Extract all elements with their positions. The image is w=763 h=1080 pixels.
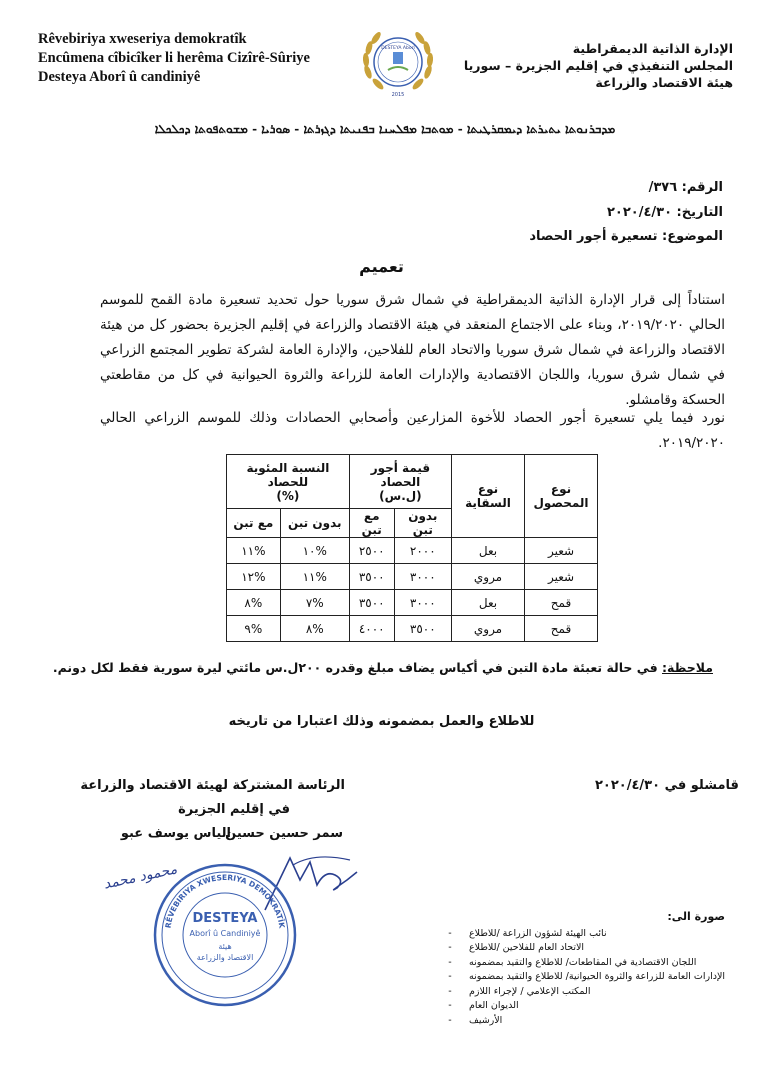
table-row (227, 564, 598, 590)
stamp-name: DESTEYA (192, 911, 258, 926)
stamp-sub: Aborî û Candiniyê (189, 929, 261, 938)
cell-irrigation: مروي (452, 564, 525, 590)
document-date: التاريخ: ٢٠٢٠/٤/٣٠ (606, 205, 723, 220)
header-crop: نوع المحصول (525, 455, 598, 538)
document-title: تعميم (359, 257, 404, 276)
header-arabic-line: الإدارة الذاتية الديمقراطية (572, 41, 733, 56)
header-percentage-unit: (%) (276, 488, 300, 503)
bullet-dash: - (448, 971, 452, 982)
header-arabic (464, 40, 733, 91)
header-arabic-line: هيئة الاقتصاد والزراعة (595, 75, 733, 90)
signature-name-1: الياس يوسف عبو (120, 826, 231, 841)
place-date: قامشلو في ٢٠٢٠/٤/٣٠ (595, 778, 739, 793)
subheader-fee-with: مع تبن (349, 509, 394, 538)
bullet-dash: - (448, 1014, 452, 1026)
logo-text: DESTEYA Aborî (381, 46, 415, 51)
cell-irrigation: مروي (452, 616, 525, 642)
cell-fee-with: ٢٥٠٠ (349, 538, 394, 564)
harvest-fees-table (226, 454, 598, 642)
logo-year: 2015 (391, 92, 405, 98)
list-item (445, 941, 725, 956)
header-arabic-line: المجلس التنفيذي في إقليم الجزيرة – سوريا (463, 58, 733, 73)
header-kurdish-line: Encûmena cîbicîker li herêma Cizîrê-Sûriye (38, 50, 310, 66)
copies-item-text: نائب الهيئة لشؤون الزراعة /للاطلاع (469, 927, 607, 939)
bullet-dash: - (448, 927, 452, 939)
document-number: الرقم: ٣٧٦/ (648, 180, 723, 195)
copies-heading: صورة الى: (667, 910, 725, 923)
cell-fee-with: ٣٥٠٠ (349, 590, 394, 616)
organization-logo (358, 22, 438, 102)
cell-crop: شعير (525, 538, 598, 564)
cell-fee-without: ٣٠٠٠ (394, 590, 451, 616)
document-subject: الموضوع: تسعيرة أجور الحصاد (529, 229, 723, 244)
list-item (445, 956, 725, 971)
header-irrigation: نوع السقاية (452, 455, 525, 538)
table-row (227, 590, 598, 616)
body-paragraph-1: استناداً إلى قرار الإدارة الذاتية الديمقراطية في شمال شرق سوريا حول تحديد تسعيرة مادة القمح للموسم الحالي ٢٠١٩/٢٠٢٠، وبناء على الاجتماع المنعقد في هيئة الاقتصاد والزراعة في إقليم الجزيرة بحضور كل من هيئة الاقتصاد والزراعة في شمال شرق سوريا والاتحاد العام للفلاحين، والإدارة العامة لشركة تطوير المجتمع الزراعي في شمال شرق سوريا، واللجان الاقتصادية والإدارات العامة للزراعة والثروة الحيوانية في كل من مقاطعتي الحسكة وقامشلو. (100, 292, 725, 408)
subheader-fee-without: بدون تبن (394, 509, 451, 538)
signature-title-2: في إقليم الجزيرة (178, 802, 290, 817)
bullet-dash: - (448, 956, 452, 968)
copies-item-text: اللجان الاقتصادية في المقاطعات/ للاطلاع والتقيد بمضمونه (469, 956, 697, 968)
cell-pct-without: %١٠ (280, 538, 349, 564)
header-percentage (227, 455, 350, 509)
list-item (445, 985, 725, 1000)
bullet-dash: - (448, 1000, 452, 1011)
cell-crop: شعير (525, 564, 598, 590)
note-label: ملاحظة: (662, 660, 713, 675)
body-paragraph-2: نورد فيما يلي تسعيرة أجور الحصاد للأخوة المزارعين وأصحابي الحصادات وذلك للموسم الزراعي الحالي ٢٠١٩/٢٠٢٠. (100, 410, 725, 451)
copies-item-text: الديوان العام (469, 1000, 519, 1011)
signature-title-1: الرئاسة المشتركة لهيئة الاقتصاد والزراعة (80, 778, 345, 793)
bullet-dash: - (448, 985, 452, 997)
note-text: في حالة تعبئة مادة التبن في أكياس يضاف مبلغ وقدره ٢٠٠ل.س مائتي ليرة سورية فقط لكل دونم. (52, 660, 658, 675)
copies-item-text: الاتحاد العام للفلاحين /للاطلاع (469, 942, 585, 953)
table-row (227, 538, 598, 564)
signature-name-2: سمر حسين حسين (225, 826, 343, 841)
cell-fee-without: ٣٠٠٠ (394, 564, 451, 590)
note (53, 660, 713, 675)
list-item (445, 970, 725, 985)
bullet-dash: - (448, 942, 452, 953)
cell-pct-with: %١١ (227, 538, 281, 564)
header-kurdish-line: Desteya Aborî û candiniyê (38, 69, 201, 85)
cell-fee-without: ٣٥٠٠ (394, 616, 451, 642)
cell-irrigation: بعل (452, 590, 525, 616)
subheader-pct-without: بدون تبن (280, 509, 349, 538)
stamp-arabic-1: هيئة (218, 942, 232, 951)
table-row (227, 616, 598, 642)
official-stamp (150, 860, 300, 1010)
stamp-arc-textpath: RÊVEBIRIYA XWESERIYA DEMOKRATÎK (163, 873, 287, 929)
copies-list (445, 910, 725, 1028)
list-item (445, 927, 725, 942)
stamp-arabic-2: الاقتصاد والزراعة (196, 953, 254, 962)
copies-item-text: المكتب الإعلامي / لإجراء اللازم (469, 985, 591, 997)
header-syriac: ܡܕܒܪܢܘܬܐ ܝܬܝܪܬܐ ܕܝܡܩܪܛܝܬܐ - ܡܘܬܒܐ ܡܦܠܚܢܐ ܒܦܢܝܬܐ ܕܓܙܪܬܐ - ܣܘܪܝܐ - ܡܫܘܬܦܘܬܐ ܕܟܠܟܠܐ (154, 122, 616, 136)
cell-pct-with: %٩ (227, 616, 281, 642)
cell-pct-without: %١١ (280, 564, 349, 590)
header-fee (349, 455, 451, 509)
header-fee-title: قيمة أجور الحصاد (370, 460, 431, 489)
cell-pct-with: %٨ (227, 590, 281, 616)
cell-pct-without: %٨ (280, 616, 349, 642)
cell-pct-with: %١٢ (227, 564, 281, 590)
cell-fee-with: ٤٠٠٠ (349, 616, 394, 642)
cell-pct-without: %٧ (280, 590, 349, 616)
header-kurdish-line: Rêvebiriya xweseriya demokratîk (38, 31, 247, 47)
instruction-line: للاطلاع والعمل بمضمونه وذلك اعتبارا من تاريخه (228, 714, 535, 729)
header-kurdish (38, 30, 310, 87)
copies-item-text: الأرشيف (469, 1014, 503, 1026)
subheader-pct-with: مع تبن (227, 509, 281, 538)
header-fee-unit: (ل.س) (379, 488, 422, 503)
cell-crop: قمح (525, 616, 598, 642)
copies-item-text: الإدارات العامة للزراعة والثروة الحيوانية/ للاطلاع والتقيد بمضمونه (469, 971, 725, 982)
cell-crop: قمح (525, 590, 598, 616)
header-percentage-title: النسبة المئوية للحصاد (246, 460, 330, 489)
cell-irrigation: بعل (452, 538, 525, 564)
list-item (445, 999, 725, 1014)
list-item (445, 1014, 725, 1029)
cell-fee-with: ٣٥٠٠ (349, 564, 394, 590)
cell-fee-without: ٢٠٠٠ (394, 538, 451, 564)
handwritten-text: محمود محمد (102, 861, 179, 893)
